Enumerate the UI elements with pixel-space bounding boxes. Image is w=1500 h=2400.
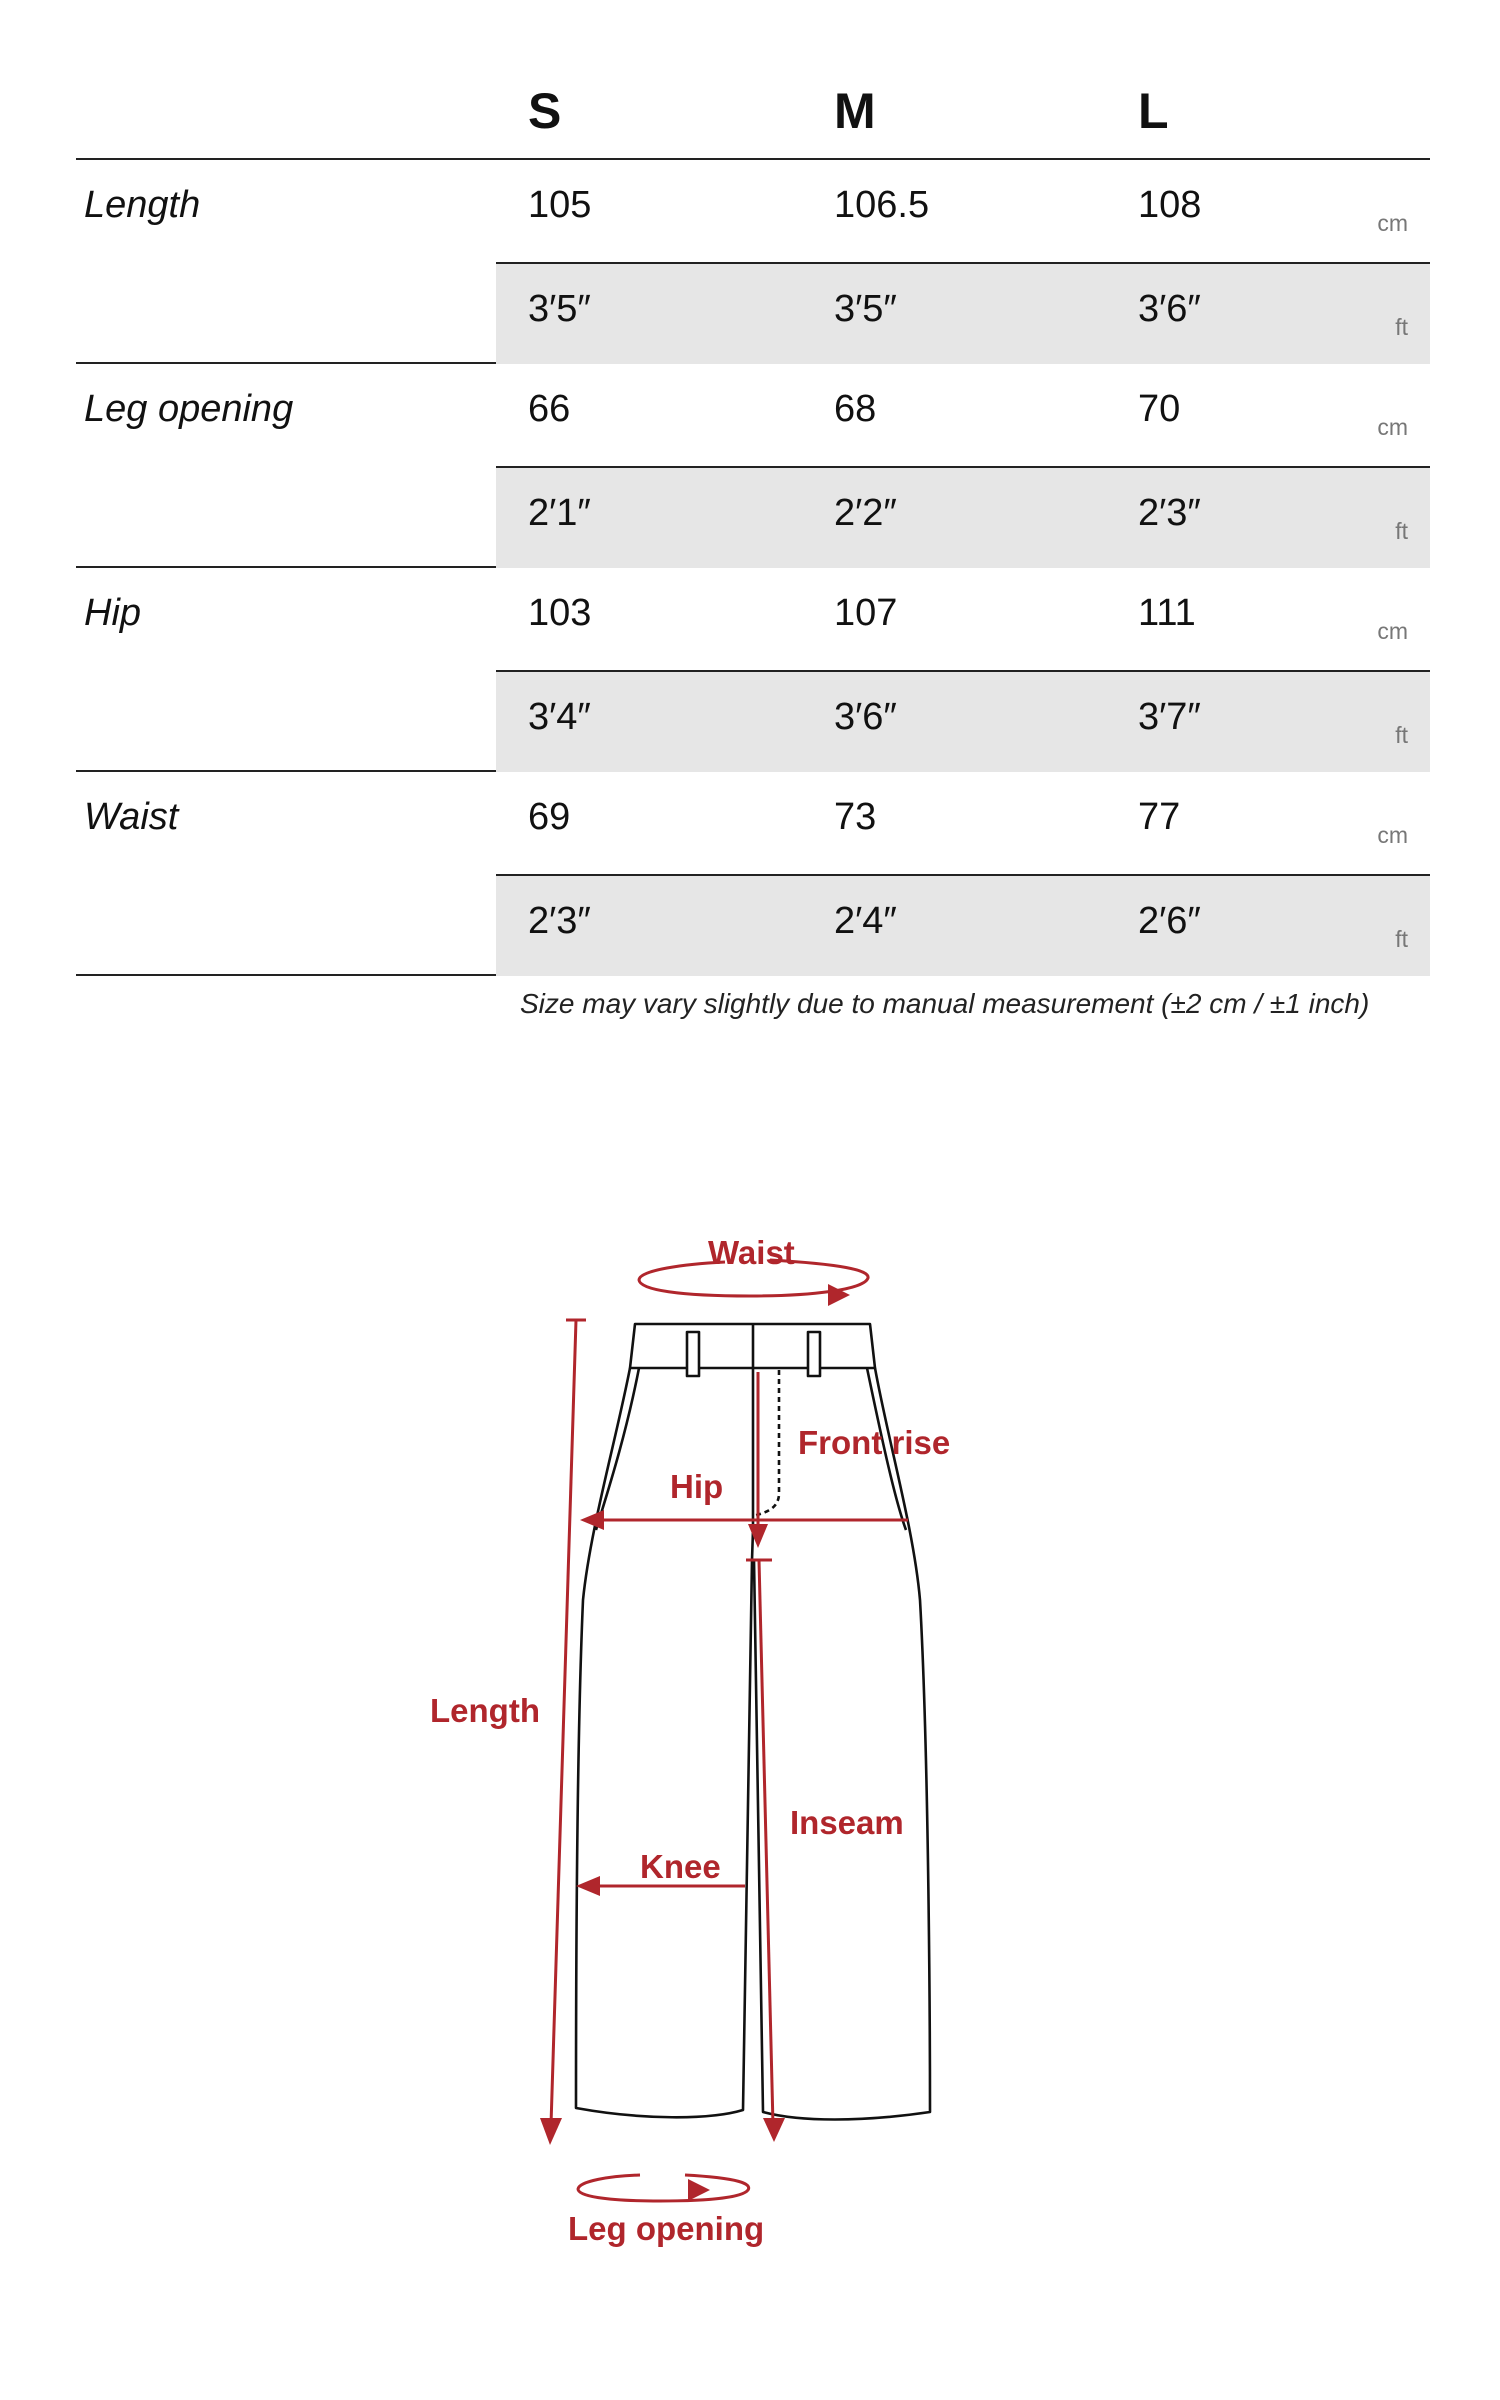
waist-label: Waist xyxy=(708,1234,795,1271)
size-header-m: M xyxy=(834,83,876,139)
length-ft-s: 3′5″ xyxy=(528,288,591,330)
size-chart-table xyxy=(76,0,1430,976)
measurement-name: Length xyxy=(84,184,201,226)
length-cm-s: 105 xyxy=(528,184,592,226)
length-cm-row xyxy=(76,160,1430,260)
leg-opening-cm-m: 68 xyxy=(834,388,877,430)
front-rise-label: Front rise xyxy=(798,1424,951,1461)
waist-ft-s: 2′3″ xyxy=(528,900,591,942)
size-header-row xyxy=(76,0,1430,160)
length-label: Length xyxy=(430,1692,540,1729)
leg-opening-cm-row xyxy=(76,364,1430,464)
waist-cm-l: 77 xyxy=(1138,796,1181,838)
pants-outline-illustration xyxy=(380,1200,1080,2260)
knee-label: Knee xyxy=(640,1848,721,1885)
length-ft-row xyxy=(496,262,1430,364)
hip-ft-m: 3′6″ xyxy=(834,696,897,738)
leg-opening-ft-s: 2′1″ xyxy=(528,492,591,534)
measurement-group-waist xyxy=(76,772,1430,976)
hip-cm-l: 111 xyxy=(1138,592,1196,634)
waist-cm-s: 69 xyxy=(528,796,571,838)
waist-ft-row xyxy=(496,874,1430,976)
leg-opening-label: Leg opening xyxy=(568,2210,765,2247)
length-ft-l: 3′6″ xyxy=(1138,288,1201,330)
hip-cm-row xyxy=(76,568,1430,668)
pants-measurement-diagram xyxy=(380,1200,1080,2260)
measurement-name: Hip xyxy=(84,592,142,634)
measurement-group-length xyxy=(76,160,1430,364)
leg-opening-ft-l: 2′3″ xyxy=(1138,492,1201,534)
measurement-group-hip xyxy=(76,568,1430,772)
unit-ft: ft xyxy=(1395,926,1408,952)
length-ft-m: 3′5″ xyxy=(834,288,897,330)
leg-opening-ft-m: 2′2″ xyxy=(834,492,897,534)
hip-ft-row xyxy=(496,670,1430,772)
unit-ft: ft xyxy=(1395,722,1408,748)
leg-opening-cm-l: 70 xyxy=(1138,388,1181,430)
size-header-s: S xyxy=(528,83,562,139)
hip-ft-s: 3′4″ xyxy=(528,696,591,738)
unit-cm: cm xyxy=(1377,210,1408,236)
unit-cm: cm xyxy=(1377,414,1408,440)
leg-opening-cm-s: 66 xyxy=(528,388,571,430)
inseam-label: Inseam xyxy=(790,1804,904,1841)
measurement-name: Leg opening xyxy=(84,388,294,430)
unit-cm: cm xyxy=(1377,618,1408,644)
hip-cm-s: 103 xyxy=(528,592,592,634)
length-cm-m: 106.5 xyxy=(834,184,930,226)
waist-cm-row xyxy=(76,772,1430,872)
length-cm-l: 108 xyxy=(1138,184,1202,226)
hip-ft-l: 3′7″ xyxy=(1138,696,1201,738)
size-header-l: L xyxy=(1138,83,1169,139)
waist-cm-m: 73 xyxy=(834,796,877,838)
hip-cm-m: 107 xyxy=(834,592,898,634)
measurement-note: Size may vary slightly due to manual measurement (±2 cm / ±1 inch) xyxy=(520,988,1370,1019)
unit-cm: cm xyxy=(1377,822,1408,848)
unit-ft: ft xyxy=(1395,314,1408,340)
measurement-name: Waist xyxy=(84,796,179,838)
measurement-group-leg-opening xyxy=(76,364,1430,568)
waist-ft-m: 2′4″ xyxy=(834,900,897,942)
hip-label: Hip xyxy=(670,1468,724,1505)
unit-ft: ft xyxy=(1395,518,1408,544)
waist-ft-l: 2′6″ xyxy=(1138,900,1201,942)
leg-opening-ft-row xyxy=(496,466,1430,568)
